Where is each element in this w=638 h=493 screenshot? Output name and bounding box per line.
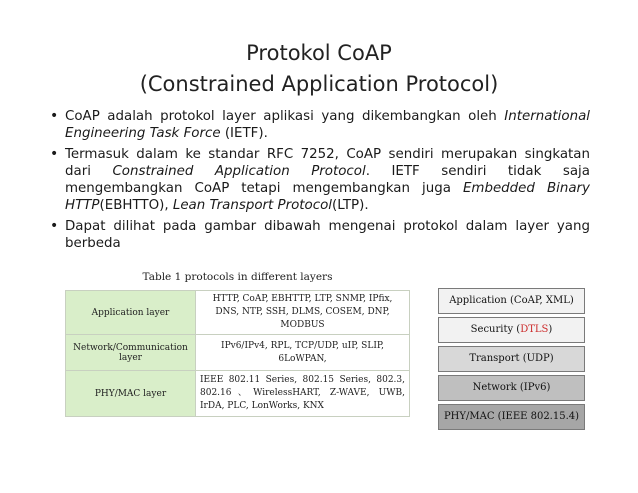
bullet-item [50,108,590,142]
bullet-italic-text: Lean Transport Protocol [172,198,333,213]
bullet-text: Termasuk dalam ke standar RFC 7252, CoAP sendiri merupakan singkatan dari [65,147,590,179]
table-row [66,371,410,417]
bullet-text: CoAP adalah protokol layer aplikasi yang dikembangkan oleh [65,109,505,124]
slide-title-line1: Protokol CoAP [246,41,392,65]
bullet-italic-text: International Engineering Task Force [65,109,590,141]
stack-network-layer: Network (IPv6) [438,375,585,401]
table-caption: Table 1 protocols in different layers [142,271,333,283]
bullet-text: (IETF). [220,126,268,141]
bullet-item [50,218,590,252]
stack-security-prefix: Security ( [470,324,521,335]
layer-cell: Network/Communication layer [66,335,196,371]
bullet-text: . IETF sendiri tidak saja mengembangkan CoAP tetapi mengembangkan juga [65,164,590,196]
protocols-table [65,290,410,417]
stack-security-dtls: DTLS [520,324,549,335]
protocols-cell: HTTP, CoAP, EBHTTP, LTP, SNMP, IPfix, DNS, NTP, SSH, DLMS, COSEM, DNP, MODBUS [196,291,410,335]
bullet-item [50,146,590,214]
bullet-text: (EBHTTO), [99,198,173,213]
bullet-text: Dapat dilihat pada gambar dibawah mengenai protokol dalam layer yang berbeda [65,219,590,251]
protocols-cell: IPv6/IPv4, RPL, TCP/UDP, uIP, SLIP, 6LoWPAN, [196,335,410,371]
bullet-list [50,108,590,256]
bullet-italic-text: Constrained Application Protocol [112,164,366,179]
protocol-stack-diagram [438,288,585,430]
bullet-italic-text: Embedded Binary HTTP [65,181,590,213]
stack-phymac-layer: PHY/MAC (IEEE 802.15.4) [438,404,585,430]
layer-cell: PHY/MAC layer [66,371,196,417]
table-row [66,291,410,335]
protocols-cell: IEEE 802.11 Series, 802.15 Series, 802.3, 802.16、WirelessHART, Z-WAVE, UWB, IrDA, PLC, LonWorks, KNX [196,371,410,417]
stack-application-layer: Application (CoAP, XML) [438,288,585,314]
stack-security-layer [438,317,585,343]
slide-title-line2: (Constrained Application Protocol) [139,72,499,96]
layer-cell: Application layer [66,291,196,335]
table-row [66,335,410,371]
stack-transport-layer: Transport (UDP) [438,346,585,372]
stack-security-suffix: ) [548,324,553,335]
bullet-text: (LTP). [332,198,369,213]
